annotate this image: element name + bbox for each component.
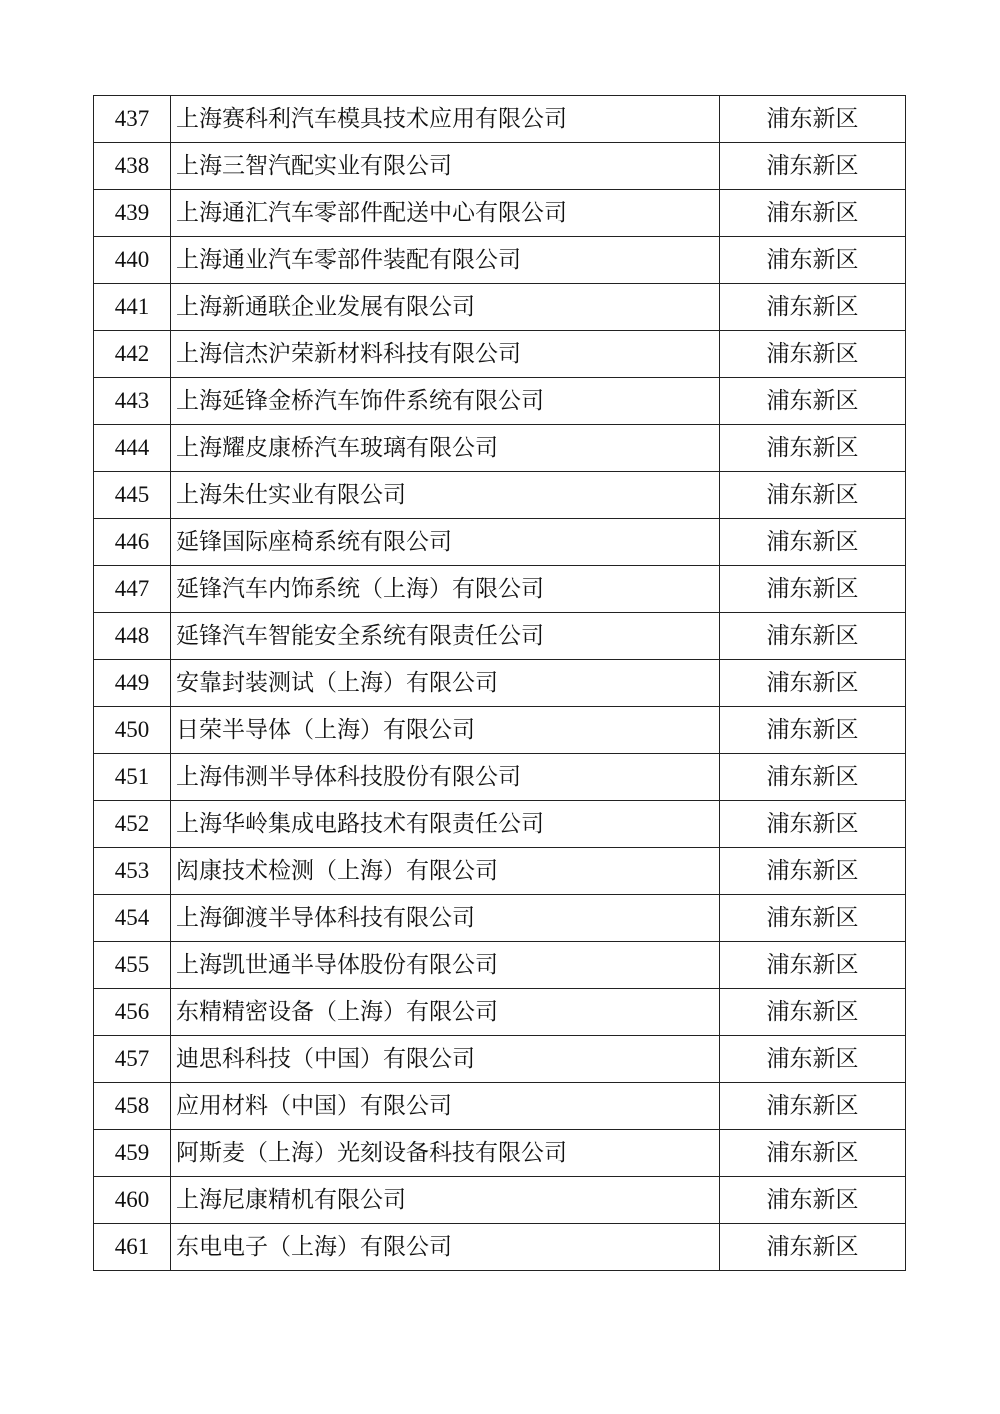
company-name: 上海信杰沪荣新材料科技有限公司 — [171, 331, 720, 378]
table-row — [94, 1083, 906, 1130]
company-name: 上海延锋金桥汽车饰件系统有限公司 — [171, 378, 720, 425]
table-row — [94, 472, 906, 519]
table-row — [94, 1130, 906, 1177]
table-row — [94, 613, 906, 660]
table-row — [94, 895, 906, 942]
company-name: 日荣半导体（上海）有限公司 — [171, 707, 720, 754]
row-number: 457 — [94, 1036, 171, 1083]
table-row — [94, 848, 906, 895]
table-row — [94, 989, 906, 1036]
row-number: 458 — [94, 1083, 171, 1130]
district-name: 浦东新区 — [720, 472, 906, 519]
district-name: 浦东新区 — [720, 660, 906, 707]
company-name: 上海华岭集成电路技术有限责任公司 — [171, 801, 720, 848]
district-name: 浦东新区 — [720, 1130, 906, 1177]
company-name: 上海通汇汽车零部件配送中心有限公司 — [171, 190, 720, 237]
table-row — [94, 942, 906, 989]
row-number: 440 — [94, 237, 171, 284]
row-number: 442 — [94, 331, 171, 378]
district-name: 浦东新区 — [720, 237, 906, 284]
row-number: 453 — [94, 848, 171, 895]
company-name: 东电电子（上海）有限公司 — [171, 1224, 720, 1271]
district-name: 浦东新区 — [720, 378, 906, 425]
district-name: 浦东新区 — [720, 331, 906, 378]
table-row — [94, 190, 906, 237]
row-number: 439 — [94, 190, 171, 237]
row-number: 454 — [94, 895, 171, 942]
district-name: 浦东新区 — [720, 566, 906, 613]
company-table-body — [94, 96, 906, 1271]
district-name: 浦东新区 — [720, 425, 906, 472]
table-row — [94, 566, 906, 613]
table-row — [94, 1177, 906, 1224]
company-name: 延锋汽车智能安全系统有限责任公司 — [171, 613, 720, 660]
district-name: 浦东新区 — [720, 284, 906, 331]
district-name: 浦东新区 — [720, 754, 906, 801]
row-number: 461 — [94, 1224, 171, 1271]
company-name: 上海通业汽车零部件装配有限公司 — [171, 237, 720, 284]
district-name: 浦东新区 — [720, 519, 906, 566]
company-name: 上海新通联企业发展有限公司 — [171, 284, 720, 331]
row-number: 448 — [94, 613, 171, 660]
table-row — [94, 96, 906, 143]
company-name: 应用材料（中国）有限公司 — [171, 1083, 720, 1130]
district-name: 浦东新区 — [720, 143, 906, 190]
district-name: 浦东新区 — [720, 801, 906, 848]
company-name: 延锋国际座椅系统有限公司 — [171, 519, 720, 566]
row-number: 446 — [94, 519, 171, 566]
company-name: 上海赛科利汽车模具技术应用有限公司 — [171, 96, 720, 143]
row-number: 444 — [94, 425, 171, 472]
table-row — [94, 660, 906, 707]
table-row — [94, 331, 906, 378]
row-number: 451 — [94, 754, 171, 801]
table-row — [94, 1224, 906, 1271]
company-name: 迪思科科技（中国）有限公司 — [171, 1036, 720, 1083]
district-name: 浦东新区 — [720, 613, 906, 660]
row-number: 455 — [94, 942, 171, 989]
district-name: 浦东新区 — [720, 942, 906, 989]
district-name: 浦东新区 — [720, 1083, 906, 1130]
company-name: 上海朱仕实业有限公司 — [171, 472, 720, 519]
district-name: 浦东新区 — [720, 190, 906, 237]
row-number: 447 — [94, 566, 171, 613]
district-name: 浦东新区 — [720, 1036, 906, 1083]
company-name: 上海御渡半导体科技有限公司 — [171, 895, 720, 942]
row-number: 437 — [94, 96, 171, 143]
row-number: 460 — [94, 1177, 171, 1224]
row-number: 438 — [94, 143, 171, 190]
district-name: 浦东新区 — [720, 895, 906, 942]
district-name: 浦东新区 — [720, 96, 906, 143]
company-name: 上海凯世通半导体股份有限公司 — [171, 942, 720, 989]
row-number: 443 — [94, 378, 171, 425]
table-row — [94, 425, 906, 472]
district-name: 浦东新区 — [720, 848, 906, 895]
district-name: 浦东新区 — [720, 1177, 906, 1224]
table-row — [94, 143, 906, 190]
table-row — [94, 519, 906, 566]
row-number: 441 — [94, 284, 171, 331]
row-number: 459 — [94, 1130, 171, 1177]
company-name: 闳康技术检测（上海）有限公司 — [171, 848, 720, 895]
row-number: 452 — [94, 801, 171, 848]
company-name: 上海伟测半导体科技股份有限公司 — [171, 754, 720, 801]
company-name: 阿斯麦（上海）光刻设备科技有限公司 — [171, 1130, 720, 1177]
company-name: 上海尼康精机有限公司 — [171, 1177, 720, 1224]
row-number: 449 — [94, 660, 171, 707]
district-name: 浦东新区 — [720, 707, 906, 754]
district-name: 浦东新区 — [720, 1224, 906, 1271]
table-row — [94, 237, 906, 284]
company-name: 上海耀皮康桥汽车玻璃有限公司 — [171, 425, 720, 472]
row-number: 450 — [94, 707, 171, 754]
district-name: 浦东新区 — [720, 989, 906, 1036]
row-number: 456 — [94, 989, 171, 1036]
table-row — [94, 707, 906, 754]
row-number: 445 — [94, 472, 171, 519]
company-name: 上海三智汽配实业有限公司 — [171, 143, 720, 190]
company-name: 延锋汽车内饰系统（上海）有限公司 — [171, 566, 720, 613]
table-row — [94, 1036, 906, 1083]
table-row — [94, 284, 906, 331]
company-name: 东精精密设备（上海）有限公司 — [171, 989, 720, 1036]
table-row — [94, 801, 906, 848]
table-row — [94, 754, 906, 801]
company-table — [93, 95, 906, 1271]
company-name: 安靠封装测试（上海）有限公司 — [171, 660, 720, 707]
table-row — [94, 378, 906, 425]
